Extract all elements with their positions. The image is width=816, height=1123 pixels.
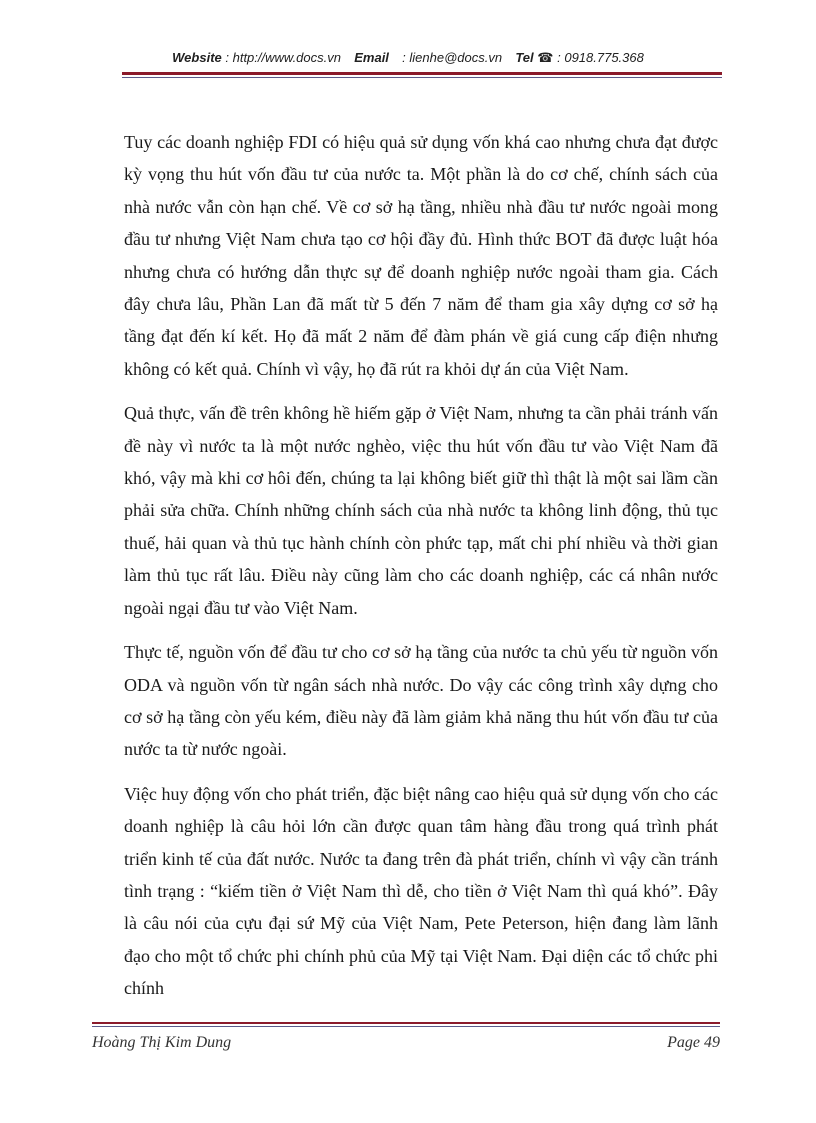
body-text <box>124 126 718 1017</box>
tel-label: Tel <box>515 50 534 65</box>
tel-value: : 0918.775.368 <box>557 50 644 65</box>
paragraph-3: Thực tế, nguồn vốn để đầu tư cho cơ sở hạ tầng của nước ta chủ yếu từ nguồn vốn ODA và nguồn vốn từ ngân sách nhà nước. Do vậy các công trình xây dựng cho cơ sở hạ tầng còn yếu kém, điều này đã làm giảm khả năng thu hút vốn đầu tư của nước ta từ nước ngoài. <box>124 642 718 760</box>
phone-icon: ☎ <box>537 50 554 65</box>
footer-author: Hoàng Thị Kim Dung <box>92 1034 232 1051</box>
paragraph-4: Việc huy động vốn cho phát triển, đặc biệt nâng cao hiệu quả sử dụng vốn cho các doanh nghiệp là câu hỏi lớn cần được quan tâm hàng đầu trong quá trình phát triển kinh tế của đất nước. Nước ta đang trên đà phát triển, chính vì vậy cần tránh tình trạng : “kiếm tiền ở Việt Nam thì dễ, cho tiền ở Việt Nam thì quá khó”. Đây là câu nói của cựu đại sứ Mỹ của Việt Nam, Pete Peterson, hiện đang làm lãnh đạo cho một tổ chức phi chính phủ của Mỹ tại Việt Nam. Đại diện các tổ chức phi chính <box>124 783 718 999</box>
footer-rule <box>92 1022 720 1027</box>
website-value: : http://www.docs.vn <box>225 50 341 65</box>
paragraph-1: Tuy các doanh nghiệp FDI có hiệu quả sử dụng vốn khá cao nhưng chưa đạt được kỳ vọng thu hút vốn đầu tư của nước ta. Một phần là do cơ chế, chính sách của nhà nước vẫn còn hạn chế. Về cơ sở hạ tầng, nhiều nhà đầu tư nước ngoài mong đầu tư nhưng Việt Nam chưa tạo cơ hội đầy đủ. Hình thức BOT đã được luật hóa nhưng chưa có hướng dẫn thực sự để doanh nghiệp nước ngoài tham gia. Cách đây chưa lâu, Phần Lan đã mất từ 5 đến 7 năm để tham gia xây dựng cơ sở hạ tầng đạt đến kí kết. Họ đã mất 2 năm để đàm phán về giá cung cấp điện nhưng không có kết quả. Chính vì vậy, họ đã rút ra khỏi dự án của Việt Nam. <box>124 132 718 379</box>
paragraph-2: Quả thực, vấn đề trên không hề hiếm gặp ở Việt Nam, nhưng ta cần phải tránh vấn đề này vì nước ta là một nước nghèo, việc thu hút vốn đầu tư vào Việt Nam đã khó, vậy mà khi cơ hôi đến, chúng ta lại không biết giữ thì thật là một sai lầm cần phải sửa chữa. Chính những chính sách của nhà nước ta không linh động, thủ tục thuế, hải quan và thủ tục hành chính còn phức tạp, mất chi phí nhiều và thời gian làm thủ tục rất lâu. Điều này cũng làm cho các doanh nghiệp, các cá nhân nước ngoài ngại đầu tư vào Việt Nam. <box>124 403 718 618</box>
email-label: Email <box>354 50 389 65</box>
page-header <box>0 50 816 66</box>
website-label: Website <box>172 50 222 65</box>
page-number: Page 49 <box>667 1034 720 1051</box>
email-value: : lienhe@docs.vn <box>402 50 503 65</box>
